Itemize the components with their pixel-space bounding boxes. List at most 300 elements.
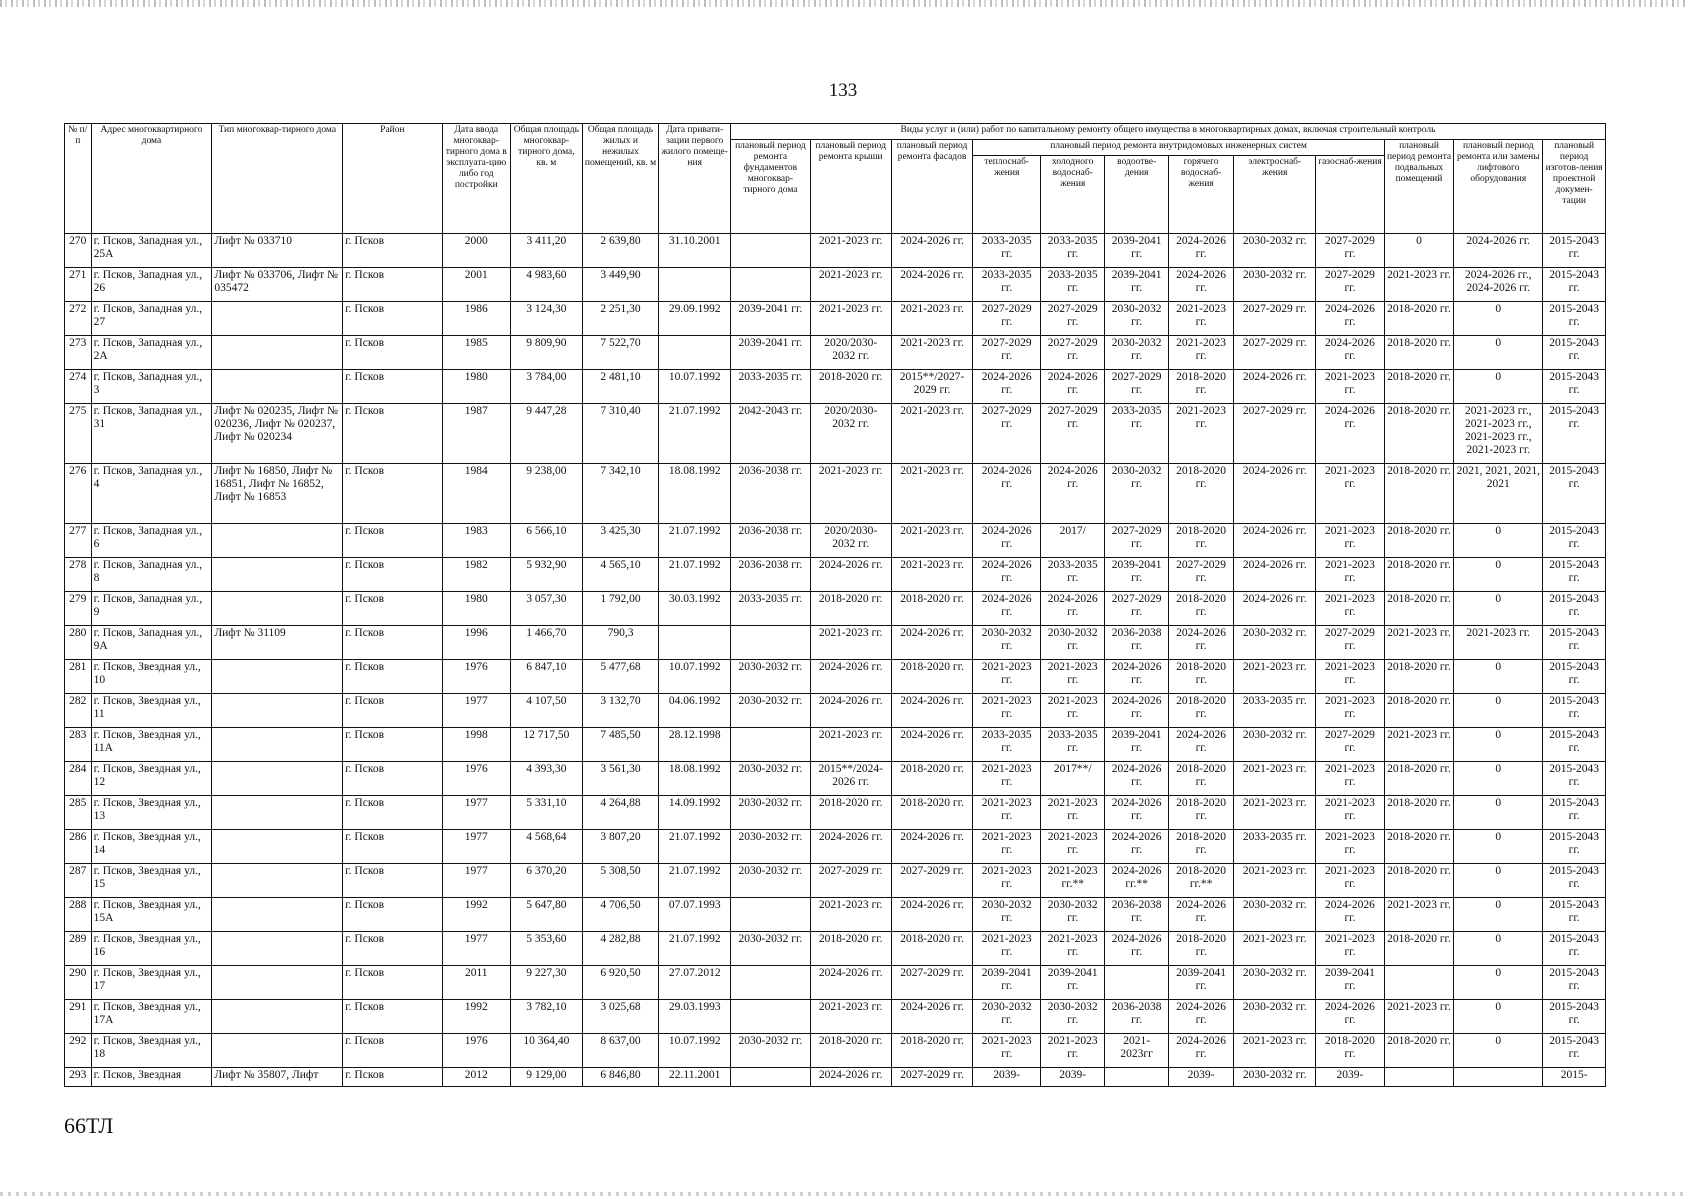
cell-date-commission: 1976 (442, 1034, 511, 1068)
table-row (65, 336, 1606, 370)
cell-foundation (731, 268, 811, 302)
cell-electric: 2030-2032 гг. (1234, 966, 1316, 1000)
cell-area-total: 4 983,60 (511, 268, 583, 302)
cell-heat: 2024-2026 гг. (973, 370, 1041, 404)
cell-address: г. Псков, Звездная ул., 10 (91, 660, 212, 694)
cell-hot-water: 2024-2026 гг. (1168, 626, 1233, 660)
cell-sewer: 2030-2032 гг. (1105, 302, 1168, 336)
cell-electric: 2024-2026 гг. (1234, 592, 1316, 626)
cell-roof: 2021-2023 гг. (810, 626, 891, 660)
cell-area-total: 10 364,40 (511, 1034, 583, 1068)
cell-heat: 2024-2026 гг. (973, 592, 1041, 626)
cell-docs: 2015-2043 гг. (1543, 898, 1606, 932)
cell-heat: 2021-2023 гг. (973, 762, 1041, 796)
cell-sewer: 2024-2026 гг. (1105, 796, 1168, 830)
cell-hot-water: 2018-2020 гг.** (1168, 864, 1233, 898)
cell-sewer: 2036-2038 гг. (1105, 1000, 1168, 1034)
cell-cold-water: 2033-2035 гг. (1040, 728, 1104, 762)
cell-facade: 2021-2023 гг. (891, 336, 973, 370)
table-row (65, 524, 1606, 558)
cell-basement: 2021-2023 гг. (1384, 898, 1454, 932)
cell-type: Лифт № 033706, Лифт № 035472 (212, 268, 343, 302)
cell-type (212, 558, 343, 592)
cell-sewer: 2024-2026 гг. (1105, 660, 1168, 694)
cell-area-rooms: 5 308,50 (582, 864, 659, 898)
cell-elevator: 0 (1454, 524, 1543, 558)
cell-foundation: 2039-2041 гг. (731, 336, 811, 370)
cell-foundation (731, 728, 811, 762)
cell-num: 293 (65, 1068, 92, 1087)
cell-roof: 2015**/2024-2026 гг. (810, 762, 891, 796)
cell-district: г. Псков (343, 404, 442, 464)
cell-facade: 2018-2020 гг. (891, 1034, 973, 1068)
cell-type (212, 336, 343, 370)
cell-address: г. Псков, Звездная ул., 17А (91, 1000, 212, 1034)
cell-cold-water: 2030-2032 гг. (1040, 626, 1104, 660)
cell-docs: 2015-2043 гг. (1543, 370, 1606, 404)
cell-date-commission: 2011 (442, 966, 511, 1000)
cell-num: 280 (65, 626, 92, 660)
cell-address: г. Псков, Звездная ул., 15 (91, 864, 212, 898)
cell-docs: 2015-2043 гг. (1543, 762, 1606, 796)
cell-sewer: 2039-2041 гг. (1105, 728, 1168, 762)
cell-docs: 2015-2043 гг. (1543, 268, 1606, 302)
cell-elevator: 0 (1454, 932, 1543, 966)
cell-date-commission: 1977 (442, 864, 511, 898)
cell-district: г. Псков (343, 694, 442, 728)
table-row (65, 898, 1606, 932)
cell-heat: 2030-2032 гг. (973, 1000, 1041, 1034)
header-elevator: плановый период ремонта или замены лифтового оборудования (1454, 140, 1543, 234)
cell-basement: 2018-2020 гг. (1384, 762, 1454, 796)
cell-cold-water: 2033-2035 гг. (1040, 558, 1104, 592)
cell-foundation: 2036-2038 гг. (731, 464, 811, 524)
cell-cold-water: 2017/ (1040, 524, 1104, 558)
cell-district: г. Псков (343, 830, 442, 864)
cell-area-total: 5 353,60 (511, 932, 583, 966)
header-services-group: Виды услуг и (или) работ по капитальному ремонту общего имущества в многоквартирных домах, включая строительный контроль (731, 124, 1606, 140)
table-row (65, 370, 1606, 404)
header-type: Тип многоквар-тирного дома (212, 124, 343, 234)
cell-district: г. Псков (343, 932, 442, 966)
page-number: 133 (828, 80, 858, 101)
cell-basement (1384, 1068, 1454, 1087)
cell-num: 278 (65, 558, 92, 592)
cell-heat: 2030-2032 гг. (973, 898, 1041, 932)
cell-date-commission: 1977 (442, 830, 511, 864)
cell-docs: 2015-2043 гг. (1543, 660, 1606, 694)
cell-area-rooms: 3 449,90 (582, 268, 659, 302)
cell-address: г. Псков, Западная ул., 8 (91, 558, 212, 592)
header-foundation: плановый период ремонта фундаментов многоквар-тирного дома (731, 140, 811, 234)
cell-cold-water: 2021-2023 гг. (1040, 660, 1104, 694)
cell-foundation: 2030-2032 гг. (731, 1034, 811, 1068)
cell-sewer: 2027-2029 гг. (1105, 524, 1168, 558)
cell-date-commission: 1980 (442, 370, 511, 404)
cell-date-commission: 1984 (442, 464, 511, 524)
cell-type (212, 830, 343, 864)
cell-foundation (731, 234, 811, 268)
cell-address: г. Псков, Звездная ул., 18 (91, 1034, 212, 1068)
cell-foundation: 2042-2043 гг. (731, 404, 811, 464)
cell-cold-water: 2021-2023 гг. (1040, 1034, 1104, 1068)
cell-address: г. Псков, Западная ул., 25А (91, 234, 212, 268)
cell-type (212, 694, 343, 728)
cell-address: г. Псков, Звездная ул., 11А (91, 728, 212, 762)
cell-hot-water: 2021-2023 гг. (1168, 404, 1233, 464)
cell-area-total: 1 466,70 (511, 626, 583, 660)
cell-cold-water: 2027-2029 гг. (1040, 404, 1104, 464)
cell-docs: 2015-2043 гг. (1543, 1000, 1606, 1034)
table-row (65, 1034, 1606, 1068)
cell-electric: 2027-2029 гг. (1234, 302, 1316, 336)
cell-docs: 2015-2043 гг. (1543, 830, 1606, 864)
cell-basement (1384, 966, 1454, 1000)
cell-num: 285 (65, 796, 92, 830)
cell-foundation: 2030-2032 гг. (731, 694, 811, 728)
table-row (65, 762, 1606, 796)
cell-docs: 2015-2043 гг. (1543, 694, 1606, 728)
cell-district: г. Псков (343, 302, 442, 336)
cell-roof: 2021-2023 гг. (810, 898, 891, 932)
cell-sewer: 2036-2038 гг. (1105, 626, 1168, 660)
cell-electric: 2030-2032 гг. (1234, 1000, 1316, 1034)
cell-facade: 2027-2029 гг. (891, 864, 973, 898)
cell-gas: 2024-2026 гг. (1316, 898, 1385, 932)
cell-facade: 2018-2020 гг. (891, 796, 973, 830)
table-row (65, 558, 1606, 592)
cell-gas: 2021-2023 гг. (1316, 524, 1385, 558)
cell-area-total: 6 566,10 (511, 524, 583, 558)
cell-type (212, 864, 343, 898)
cell-heat: 2039-2041 гг. (973, 966, 1041, 1000)
cell-facade: 2018-2020 гг. (891, 592, 973, 626)
cell-heat: 2033-2035 гг. (973, 728, 1041, 762)
cell-hot-water: 2018-2020 гг. (1168, 464, 1233, 524)
cell-area-total: 4 393,30 (511, 762, 583, 796)
cell-foundation: 2030-2032 гг. (731, 932, 811, 966)
cell-roof: 2024-2026 гг. (810, 660, 891, 694)
cell-date-privatization: 21.07.1992 (659, 524, 731, 558)
cell-type: Лифт № 31109 (212, 626, 343, 660)
cell-electric: 2021-2023 гг. (1234, 660, 1316, 694)
cell-elevator: 0 (1454, 592, 1543, 626)
cell-area-rooms: 1 792,00 (582, 592, 659, 626)
cell-district: г. Псков (343, 1000, 442, 1034)
cell-electric: 2027-2029 гг. (1234, 336, 1316, 370)
cell-date-commission: 1977 (442, 932, 511, 966)
header-district: Район (343, 124, 442, 234)
table-row (65, 302, 1606, 336)
cell-area-rooms: 2 639,80 (582, 234, 659, 268)
cell-cold-water: 2030-2032 гг. (1040, 898, 1104, 932)
cell-district: г. Псков (343, 762, 442, 796)
cell-docs: 2015-2043 гг. (1543, 302, 1606, 336)
cell-area-total: 3 782,10 (511, 1000, 583, 1034)
cell-roof: 2024-2026 гг. (810, 830, 891, 864)
cell-area-rooms: 2 481,10 (582, 370, 659, 404)
header-address: Адрес многоквартирного дома (91, 124, 212, 234)
cell-hot-water: 2021-2023 гг. (1168, 336, 1233, 370)
cell-num: 271 (65, 268, 92, 302)
table-row (65, 626, 1606, 660)
cell-area-total: 3 784,00 (511, 370, 583, 404)
header-area-rooms: Общая площадь жилых и нежилых помещений, кв. м (582, 124, 659, 234)
header-area-total: Общая площадь многоквар-тирного дома, кв. м (511, 124, 583, 234)
cell-gas: 2021-2023 гг. (1316, 558, 1385, 592)
cell-address: г. Псков, Звездная ул., 12 (91, 762, 212, 796)
cell-basement: 2018-2020 гг. (1384, 336, 1454, 370)
cell-hot-water: 2018-2020 гг. (1168, 796, 1233, 830)
cell-gas: 2021-2023 гг. (1316, 830, 1385, 864)
table-row (65, 1000, 1606, 1034)
cell-foundation: 2030-2032 гг. (731, 830, 811, 864)
cell-area-rooms: 2 251,30 (582, 302, 659, 336)
cell-date-privatization: 21.07.1992 (659, 864, 731, 898)
cell-hot-water: 2024-2026 гг. (1168, 898, 1233, 932)
cell-date-privatization (659, 626, 731, 660)
cell-docs: 2015-2043 гг. (1543, 558, 1606, 592)
cell-basement: 2018-2020 гг. (1384, 558, 1454, 592)
cell-date-privatization: 29.03.1993 (659, 1000, 731, 1034)
cell-elevator: 0 (1454, 370, 1543, 404)
cell-foundation (731, 966, 811, 1000)
cell-sewer: 2021-2023гг (1105, 1034, 1168, 1068)
cell-roof: 2018-2020 гг. (810, 370, 891, 404)
cell-district: г. Псков (343, 864, 442, 898)
cell-cold-water: 2027-2029 гг. (1040, 336, 1104, 370)
cell-district: г. Псков (343, 796, 442, 830)
cell-date-privatization: 18.08.1992 (659, 762, 731, 796)
cell-foundation (731, 1068, 811, 1087)
cell-facade: 2021-2023 гг. (891, 558, 973, 592)
cell-docs: 2015-2043 гг. (1543, 864, 1606, 898)
cell-facade: 2024-2026 гг. (891, 234, 973, 268)
cell-roof: 2020/2030-2032 гг. (810, 524, 891, 558)
cell-facade: 2018-2020 гг. (891, 932, 973, 966)
cell-area-rooms: 3 425,30 (582, 524, 659, 558)
cell-facade: 2027-2029 гг. (891, 966, 973, 1000)
cell-date-commission: 1976 (442, 660, 511, 694)
cell-district: г. Псков (343, 464, 442, 524)
cell-docs: 2015-2043 гг. (1543, 626, 1606, 660)
cell-area-rooms: 4 706,50 (582, 898, 659, 932)
cell-address: г. Псков, Западная ул., 9 (91, 592, 212, 626)
cell-foundation: 2036-2038 гг. (731, 524, 811, 558)
cell-district: г. Псков (343, 966, 442, 1000)
cell-facade: 2024-2026 гг. (891, 626, 973, 660)
cell-foundation (731, 898, 811, 932)
cell-area-rooms: 3 025,68 (582, 1000, 659, 1034)
cell-num: 289 (65, 932, 92, 966)
cell-address: г. Псков, Западная ул., 31 (91, 404, 212, 464)
cell-district: г. Псков (343, 558, 442, 592)
cell-electric: 2033-2035 гг. (1234, 694, 1316, 728)
cell-basement: 2021-2023 гг. (1384, 626, 1454, 660)
cell-elevator: 0 (1454, 302, 1543, 336)
cell-docs: 2015-2043 гг. (1543, 524, 1606, 558)
header-electric: электроснаб-жения (1234, 156, 1316, 234)
cell-date-privatization (659, 336, 731, 370)
cell-district: г. Псков (343, 268, 442, 302)
cell-num: 286 (65, 830, 92, 864)
cell-roof: 2020/2030-2032 гг. (810, 404, 891, 464)
cell-address: г. Псков, Звездная ул., 14 (91, 830, 212, 864)
cell-heat: 2021-2023 гг. (973, 864, 1041, 898)
cell-docs: 2015-2043 гг. (1543, 592, 1606, 626)
cell-sewer: 2039-2041 гг. (1105, 268, 1168, 302)
cell-district: г. Псков (343, 336, 442, 370)
cell-gas: 2021-2023 гг. (1316, 762, 1385, 796)
cell-area-total: 9 447,28 (511, 404, 583, 464)
cell-facade: 2018-2020 гг. (891, 762, 973, 796)
cell-heat: 2021-2023 гг. (973, 660, 1041, 694)
cell-electric: 2024-2026 гг. (1234, 464, 1316, 524)
cell-date-commission: 2012 (442, 1068, 511, 1087)
cell-date-privatization: 14.09.1992 (659, 796, 731, 830)
cell-district: г. Псков (343, 370, 442, 404)
cell-electric: 2021-2023 гг. (1234, 864, 1316, 898)
cell-date-commission: 1998 (442, 728, 511, 762)
cell-address: г. Псков, Западная ул., 4 (91, 464, 212, 524)
cell-elevator: 0 (1454, 1034, 1543, 1068)
cell-num: 274 (65, 370, 92, 404)
cell-area-total: 9 129,00 (511, 1068, 583, 1087)
cell-docs: 2015-2043 гг. (1543, 464, 1606, 524)
cell-date-privatization: 10.07.1992 (659, 1034, 731, 1068)
cell-area-total: 6 847,10 (511, 660, 583, 694)
cell-address: г. Псков, Звездная ул., 11 (91, 694, 212, 728)
cell-roof: 2024-2026 гг. (810, 1068, 891, 1087)
cell-address: г. Псков, Западная ул., 6 (91, 524, 212, 558)
cell-roof: 2021-2023 гг. (810, 268, 891, 302)
cell-district: г. Псков (343, 728, 442, 762)
table-row (65, 1068, 1606, 1087)
cell-num: 272 (65, 302, 92, 336)
cell-hot-water: 2018-2020 гг. (1168, 830, 1233, 864)
cell-roof: 2024-2026 гг. (810, 694, 891, 728)
cell-facade: 2015**/2027-2029 гг. (891, 370, 973, 404)
cell-heat: 2024-2026 гг. (973, 524, 1041, 558)
cell-type (212, 796, 343, 830)
cell-foundation (731, 1000, 811, 1034)
cell-gas: 2021-2023 гг. (1316, 592, 1385, 626)
cell-type (212, 660, 343, 694)
cell-roof: 2018-2020 гг. (810, 796, 891, 830)
cell-roof: 2020/2030-2032 гг. (810, 336, 891, 370)
cell-date-commission: 1977 (442, 694, 511, 728)
cell-gas: 2039-2041 гг. (1316, 966, 1385, 1000)
cell-hot-water: 2024-2026 гг. (1168, 728, 1233, 762)
cell-area-rooms: 4 264,88 (582, 796, 659, 830)
cell-heat: 2039- (973, 1068, 1041, 1087)
cell-sewer: 2024-2026 гг.** (1105, 864, 1168, 898)
cell-elevator: 0 (1454, 336, 1543, 370)
table-row (65, 660, 1606, 694)
header-basement: плановый период ремонта подвальных помещений (1384, 140, 1454, 234)
cell-num: 282 (65, 694, 92, 728)
cell-facade: 2024-2026 гг. (891, 268, 973, 302)
cell-date-commission: 1985 (442, 336, 511, 370)
cell-roof: 2021-2023 гг. (810, 728, 891, 762)
table-row (65, 966, 1606, 1000)
cell-elevator: 2021-2023 гг., 2021-2023 гг., 2021-2023 гг., 2021-2023 гг. (1454, 404, 1543, 464)
cell-type (212, 728, 343, 762)
cell-hot-water: 2039-2041 гг. (1168, 966, 1233, 1000)
cell-date-privatization: 22.11.2001 (659, 1068, 731, 1087)
cell-area-total: 5 647,80 (511, 898, 583, 932)
cell-foundation: 2033-2035 гг. (731, 370, 811, 404)
cell-roof: 2018-2020 гг. (810, 1034, 891, 1068)
cell-roof: 2021-2023 гг. (810, 464, 891, 524)
cell-area-rooms: 7 310,40 (582, 404, 659, 464)
cell-electric: 2030-2032 гг. (1234, 626, 1316, 660)
cell-elevator: 0 (1454, 762, 1543, 796)
cell-elevator: 2024-2026 гг., 2024-2026 гг. (1454, 268, 1543, 302)
cell-sewer: 2030-2032 гг. (1105, 464, 1168, 524)
cell-area-rooms: 3 132,70 (582, 694, 659, 728)
cell-hot-water: 2018-2020 гг. (1168, 660, 1233, 694)
cell-elevator: 0 (1454, 694, 1543, 728)
cell-foundation (731, 626, 811, 660)
cell-num: 275 (65, 404, 92, 464)
cell-area-rooms: 3 561,30 (582, 762, 659, 796)
cell-sewer: 2039-2041 гг. (1105, 234, 1168, 268)
cell-date-commission: 1977 (442, 796, 511, 830)
cell-address: г. Псков, Западная ул., 27 (91, 302, 212, 336)
table-row (65, 864, 1606, 898)
cell-docs: 2015-2043 гг. (1543, 336, 1606, 370)
cell-facade: 2024-2026 гг. (891, 728, 973, 762)
cell-date-privatization: 31.10.2001 (659, 234, 731, 268)
cell-electric: 2021-2023 гг. (1234, 762, 1316, 796)
cell-date-privatization: 10.07.1992 (659, 660, 731, 694)
cell-hot-water: 2024-2026 гг. (1168, 268, 1233, 302)
cell-address: г. Псков, Звездная ул., 15А (91, 898, 212, 932)
cell-facade: 2021-2023 гг. (891, 524, 973, 558)
cell-sewer: 2027-2029 гг. (1105, 592, 1168, 626)
cell-date-privatization: 10.07.1992 (659, 370, 731, 404)
header-hot-water: горячего водоснаб-жения (1168, 156, 1233, 234)
cell-num: 288 (65, 898, 92, 932)
cell-elevator: 0 (1454, 1000, 1543, 1034)
cell-cold-water: 2024-2026 гг. (1040, 370, 1104, 404)
cell-area-total: 5 932,90 (511, 558, 583, 592)
cell-gas: 2018-2020 гг. (1316, 1034, 1385, 1068)
cell-type: Лифт № 033710 (212, 234, 343, 268)
cell-date-privatization: 21.07.1992 (659, 830, 731, 864)
cell-area-rooms: 6 920,50 (582, 966, 659, 1000)
cell-cold-water: 2024-2026 гг. (1040, 464, 1104, 524)
cell-heat: 2021-2023 гг. (973, 932, 1041, 966)
cell-docs: 2015-2043 гг. (1543, 728, 1606, 762)
cell-area-total: 4 107,50 (511, 694, 583, 728)
cell-elevator: 2021, 2021, 2021, 2021 (1454, 464, 1543, 524)
cell-facade: 2027-2029 гг. (891, 1068, 973, 1087)
cell-cold-water: 2027-2029 гг. (1040, 302, 1104, 336)
header-date-privatization: Дата привати-зации первого жилого помеще-ния (659, 124, 731, 234)
cell-basement: 2018-2020 гг. (1384, 660, 1454, 694)
cell-heat: 2033-2035 гг. (973, 234, 1041, 268)
cell-area-rooms: 3 807,20 (582, 830, 659, 864)
cell-elevator: 0 (1454, 898, 1543, 932)
cell-foundation: 2030-2032 гг. (731, 864, 811, 898)
cell-num: 276 (65, 464, 92, 524)
cell-district: г. Псков (343, 626, 442, 660)
cell-hot-water: 2039- (1168, 1068, 1233, 1087)
cell-num: 290 (65, 966, 92, 1000)
cell-sewer: 2027-2029 гг. (1105, 370, 1168, 404)
